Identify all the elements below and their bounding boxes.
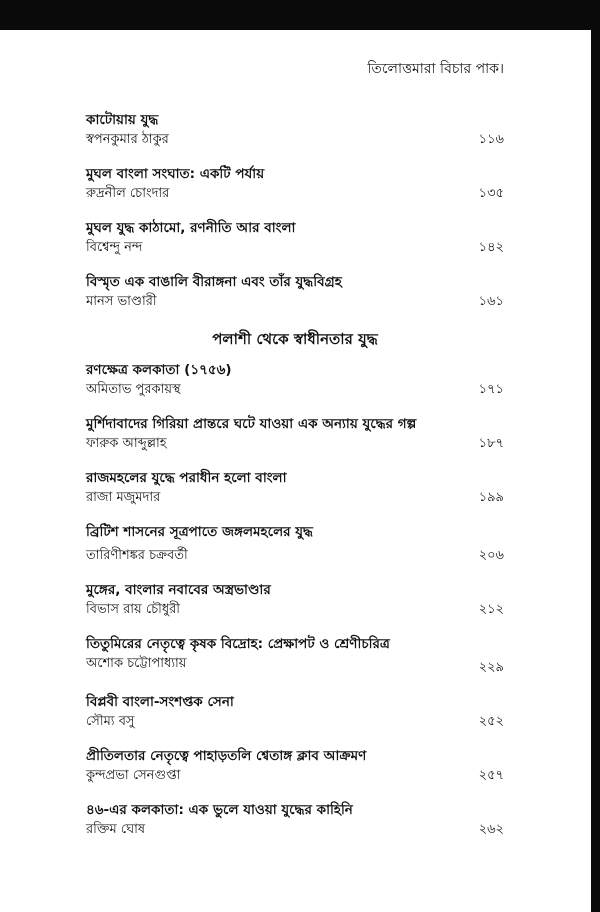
entry-author: রক্তিম ঘোষ: [86, 822, 146, 837]
entry-author: অমিতাভ পুরকায়স্থ: [86, 382, 181, 397]
entry-page-number: ১১৬: [478, 132, 504, 147]
entry-author: বিশ্বেন্দু নন্দ: [86, 240, 143, 255]
contents-entry: [86, 581, 504, 635]
entry-title: ব্রিটিশ শাসনের সূত্রপাতে জঙ্গলমহলের যুদ্ধ: [86, 524, 313, 540]
header-line: তিলোত্তমারা বিচার পাক।: [367, 61, 504, 77]
contents-entry: [86, 635, 504, 693]
contents-entry: [86, 273, 504, 327]
entry-title: রাজমহলের যুদ্ধে পরাধীন হলো বাংলা: [86, 470, 287, 486]
entry-author: ফারুক আব্দুল্লাহ: [86, 436, 167, 451]
section-heading: পলাশী থেকে স্বাধীনতার যুদ্ধ: [212, 330, 378, 348]
entry-page-number: ২২৯: [478, 660, 504, 675]
contents-entry: [86, 801, 504, 855]
entry-author: তারিণীশঙ্কর চক্রবর্তী: [86, 548, 188, 563]
top-black-border: [0, 0, 600, 30]
entry-author: রুদ্রনীল চোংদার: [86, 186, 170, 201]
entry-title: মুর্শিদাবাদের গিরিয়া প্রান্তরে ঘটে যাওয়া এক অন্যায় যুদ্ধের গল্প: [86, 416, 417, 432]
entry-title: প্রীতিলতার নেতৃত্বে পাহাড়তলি শ্বেতাঙ্গ ক্লাব আক্রমণ: [86, 748, 367, 764]
entry-page-number: ২১২: [478, 602, 504, 617]
contents-entry: [86, 747, 504, 801]
entry-page-number: ২৫৭: [478, 768, 504, 783]
entry-title: কাটোয়ায় যুদ্ধ: [86, 112, 159, 128]
entry-page-number: ১৮৭: [478, 436, 504, 451]
entry-title: মুঘল যুদ্ধ কাঠামো, রণনীতি আর বাংলা: [86, 220, 296, 236]
entry-title: বিপ্লবী বাংলা-সংশপ্তক সেনা: [86, 694, 234, 710]
contents-entry: [86, 111, 504, 165]
entry-page-number: ২৬২: [478, 822, 504, 837]
entry-author: মানস ভাণ্ডারী: [86, 294, 157, 309]
entry-title: মুঙ্গের, বাংলার নবাবের অস্ত্রভাণ্ডার: [86, 582, 271, 598]
entry-author: অশোক চট্টোপাধ্যায়: [86, 656, 187, 671]
contents-entry: [86, 219, 504, 273]
entry-page-number: ২৫২: [478, 714, 504, 729]
entry-page-number: ১৭১: [478, 382, 504, 397]
entry-title: ৪৬-এর কলকাতা: এক ভুলে যাওয়া যুদ্ধের কাহিনি: [86, 802, 353, 818]
contents-entry: [86, 165, 504, 219]
right-black-border: [591, 0, 600, 912]
entry-title: মুঘল বাংলা সংঘাত: একটি পর্যায়: [86, 166, 265, 182]
entry-author: কুন্দপ্রভা সেনগুপ্তা: [86, 768, 181, 783]
entry-page-number: ১৩৫: [478, 186, 504, 201]
contents-entry: [86, 469, 504, 523]
contents-entry: [86, 693, 504, 747]
contents-entry: [86, 415, 504, 469]
entry-author: সৌম্য বসু: [86, 714, 135, 729]
contents-entry: [86, 361, 504, 415]
entry-page-number: ১৬১: [478, 294, 504, 309]
contents-entry: [86, 523, 504, 581]
entry-author: বিভাস রায় চৌধুরী: [86, 602, 181, 617]
entry-author: রাজা মজুমদার: [86, 490, 161, 505]
entry-title: রণক্ষেত্র কলকাতা (১৭৫৬): [86, 362, 232, 378]
entry-title: তিতুমিরের নেতৃত্বে কৃষক বিদ্রোহ: প্রেক্ষাপট ও শ্রেণীচরিত্র: [86, 636, 390, 652]
entry-page-number: ১৯৯: [478, 490, 504, 505]
entry-page-number: ২০৬: [478, 548, 504, 563]
entry-author: স্বপনকুমার ঠাকুর: [86, 132, 169, 147]
entry-title: বিস্মৃত এক বাঙালি বীরাঙ্গনা এবং তাঁর যুদ্ধবিগ্রহ: [86, 274, 342, 290]
contents-list: [86, 111, 504, 855]
contents-page: [86, 30, 504, 890]
entry-page-number: ১৪২: [478, 240, 504, 255]
